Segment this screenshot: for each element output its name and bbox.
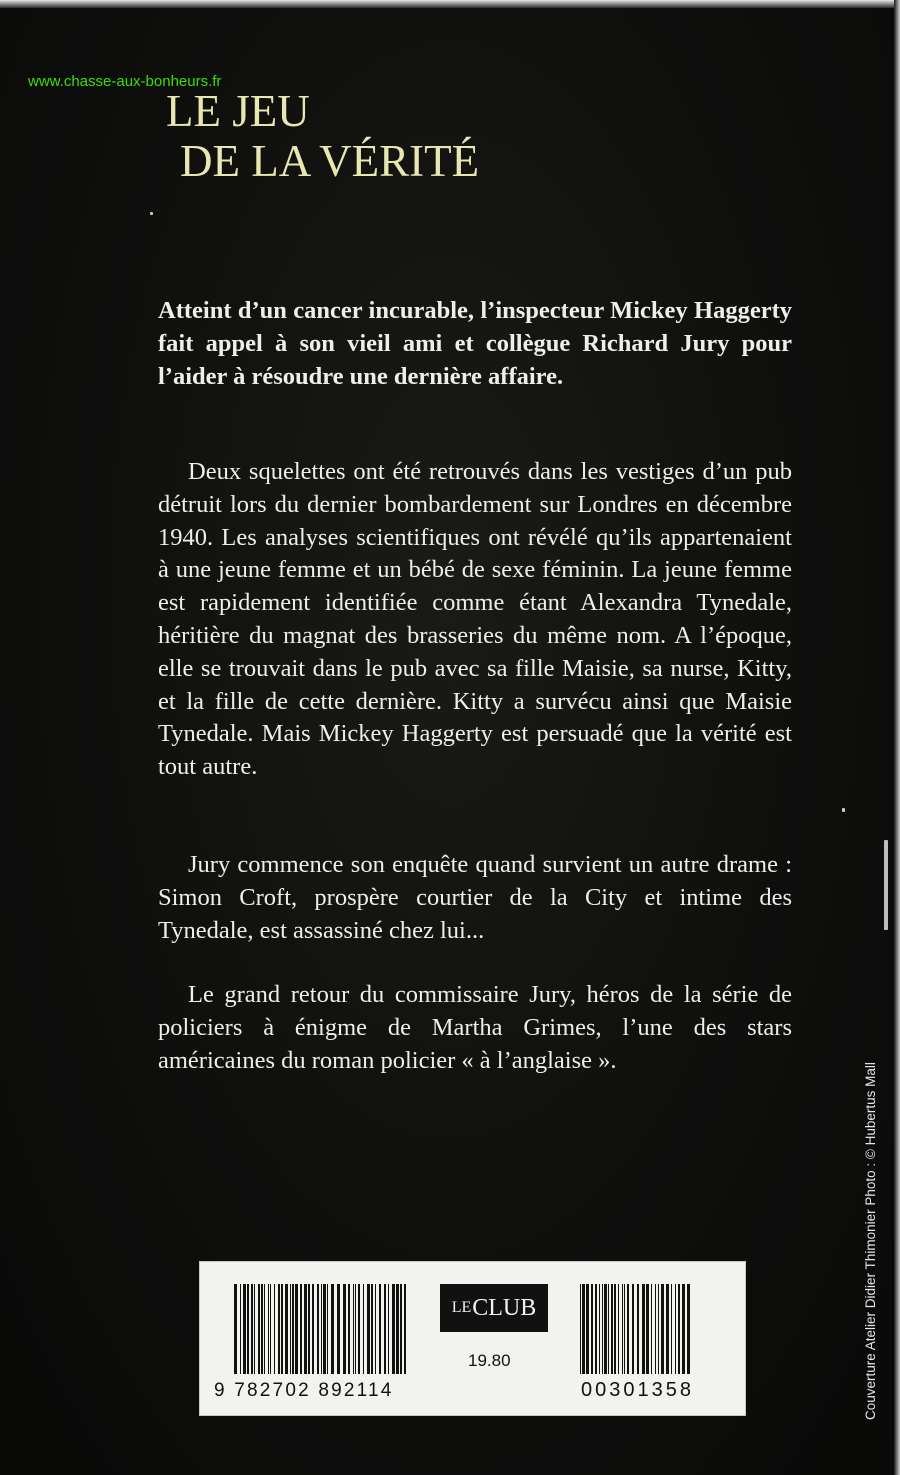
publisher-logo-name: CLUB <box>472 1294 537 1321</box>
code-digits: 00301358 <box>581 1379 694 1401</box>
lead-paragraph: Atteint d’un cancer incurable, l’inspecteur Mickey Haggerty fait appel à son vieil ami et collègue Richard Jury pour l’aider à résoudre une dernière affaire. <box>158 297 792 390</box>
watermark-link[interactable]: www.chasse-aux-bonheurs.fr <box>28 73 222 90</box>
barcode-bar <box>690 1284 693 1374</box>
edge-scratch <box>884 840 888 930</box>
top-edge <box>0 0 900 8</box>
dust-speck <box>150 212 153 215</box>
barcode-panel <box>199 1261 746 1416</box>
title-line-2: DE LA VÉRITÉ <box>180 136 480 186</box>
publisher-logo <box>440 1284 548 1332</box>
isbn-barcode <box>234 1284 409 1374</box>
promo-paragraph: Le grand retour du commissaire Jury, héros de la série de policiers à énigme de Martha Grimes, l’une des stars américaines du roman policier « à l’anglaise ». <box>158 981 792 1074</box>
dust-speck <box>842 808 845 812</box>
right-edge <box>894 0 900 1475</box>
book-title <box>166 86 479 186</box>
cover-credit: Couverture Atelier Didier Thimonier Photo : © Hubertus Mall <box>863 1062 878 1420</box>
synopsis-paragraph-1: Deux squelettes ont été retrouvés dans les vestiges d’un pub détruit lors du dernier bombardement sur Londres en décembre 1940. Les analyses scientifiques ont révélé qu’ils appartenaient à une jeune femme et un bébé de sexe féminin. La jeune femme est rapidement identifiée comme étant Alexandra Tynedale, héritière du magnat des brasseries du même nom. A l’époque, elle se trouvait dans le pub avec sa fille Maisie, sa nurse, Kitty, et la fille de cette dernière. Kitty a survécu ainsi que Maisie Tynedale. Mais Mickey Haggerty est persuadé que la vérité est tout autre. <box>158 458 792 781</box>
publisher-logo-prefix: LE <box>451 1299 472 1316</box>
distributor-barcode <box>580 1284 693 1374</box>
synopsis-paragraph-2: Jury commence son enquête quand survient un autre drame : Simon Croft, prospère courtier de la City et intime des Tynedale, est assassiné chez lui... <box>158 851 792 944</box>
title-line-1: LE JEU <box>166 86 310 136</box>
price-label: 19.80 <box>468 1351 511 1370</box>
barcode-bar <box>406 1284 409 1374</box>
isbn-digits: 9 782702 892114 <box>214 1380 394 1401</box>
